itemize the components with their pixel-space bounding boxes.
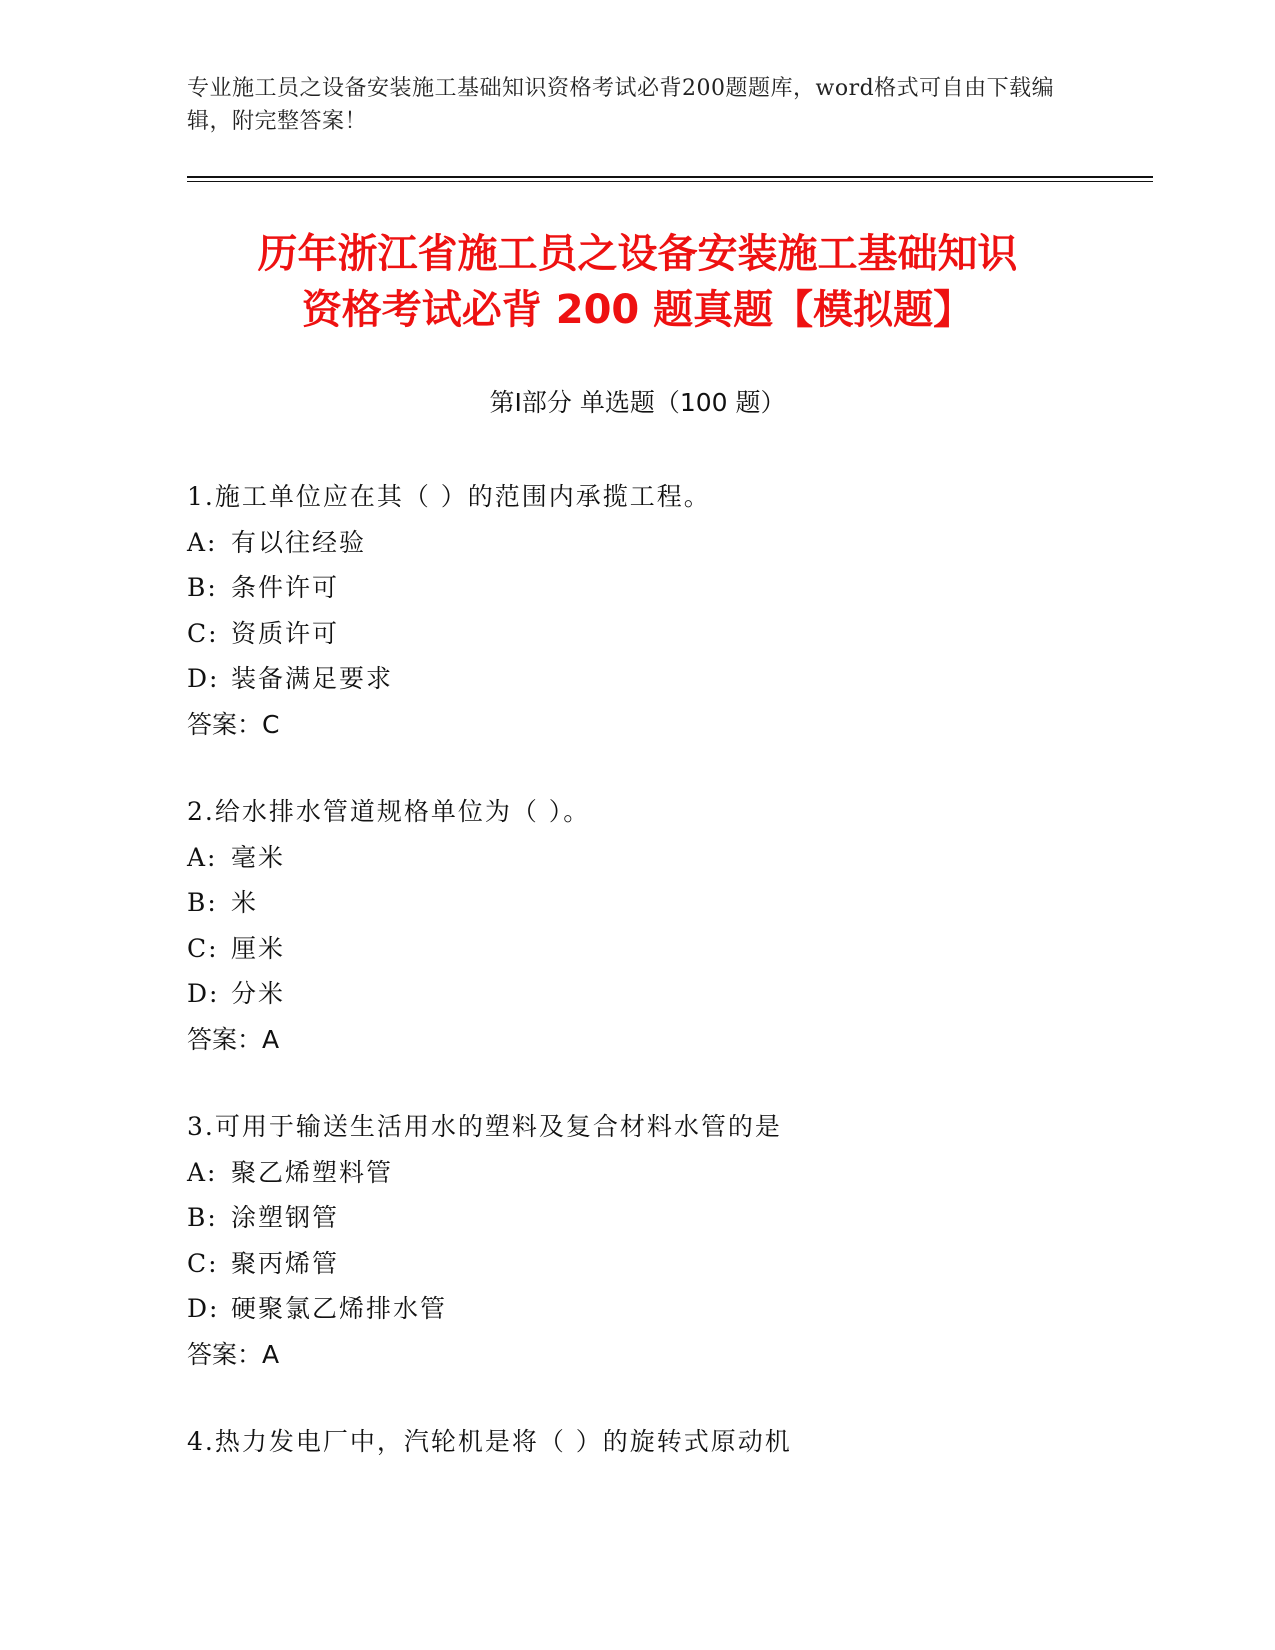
option-letter: B: xyxy=(187,888,218,917)
option-letter: B: xyxy=(187,1203,218,1232)
option-letter: C: xyxy=(187,618,219,648)
question-1 xyxy=(187,474,1147,747)
option-text: 涂塑钢管 xyxy=(231,1203,340,1232)
option-letter: A: xyxy=(187,842,218,872)
option-text: 资质许可 xyxy=(231,618,340,648)
option-d xyxy=(187,971,1147,1017)
option-text: 厘米 xyxy=(231,933,286,963)
option-text: 分米 xyxy=(231,979,286,1008)
option-text: 条件许可 xyxy=(231,573,340,602)
title-line-2: 资格考试必背 200 题真题【模拟题】 xyxy=(301,287,974,333)
option-letter: A: xyxy=(187,527,218,557)
option-a xyxy=(187,520,1147,566)
question-stem: 3.可用于输送生活用水的塑料及复合材料水管的是 xyxy=(187,1112,782,1141)
answer-value: C xyxy=(262,709,280,739)
answer-value: A xyxy=(262,1339,280,1369)
answer-line xyxy=(187,1017,1147,1063)
question-4 xyxy=(187,1419,1147,1465)
option-text: 米 xyxy=(231,888,259,917)
option-c xyxy=(187,926,1147,972)
question-list xyxy=(187,474,1147,1507)
answer-label: 答案： xyxy=(187,1024,263,1054)
option-a xyxy=(187,835,1147,881)
option-d xyxy=(187,1286,1147,1332)
option-letter: D: xyxy=(187,1294,220,1323)
question-3 xyxy=(187,1104,1147,1377)
header-divider-thick xyxy=(187,176,1153,178)
answer-value: A xyxy=(262,1024,280,1054)
option-text: 毫米 xyxy=(231,842,286,872)
option-letter: B: xyxy=(187,573,218,602)
option-b xyxy=(187,880,1147,926)
answer-line xyxy=(187,1332,1147,1378)
option-c xyxy=(187,611,1147,657)
option-text: 聚乙烯塑料管 xyxy=(231,1157,394,1187)
question-2 xyxy=(187,789,1147,1062)
title-line-1: 历年浙江省施工员之设备安装施工基础知识 xyxy=(257,231,1018,277)
option-letter: C: xyxy=(187,1248,219,1278)
option-text: 聚丙烯管 xyxy=(231,1248,340,1278)
answer-label: 答案： xyxy=(187,1339,263,1369)
option-c xyxy=(187,1241,1147,1287)
section-title: 第Ⅰ部分 单选题（100 题） xyxy=(489,388,786,417)
header-divider-thin xyxy=(187,181,1153,182)
answer-line xyxy=(187,702,1147,748)
option-text: 有以往经验 xyxy=(231,527,367,557)
option-letter: D: xyxy=(187,979,220,1008)
question-stem: 1.施工单位应在其（ ）的范围内承揽工程。 xyxy=(187,482,711,511)
option-letter: D: xyxy=(187,664,220,693)
option-a xyxy=(187,1150,1147,1196)
option-b xyxy=(187,1195,1147,1241)
option-letter: A: xyxy=(187,1157,218,1187)
option-b xyxy=(187,565,1147,611)
answer-label: 答案： xyxy=(187,709,263,739)
option-d xyxy=(187,656,1147,702)
document-title xyxy=(130,226,1145,338)
option-text: 装备满足要求 xyxy=(231,664,394,693)
header-note: 专业施工员之设备安装施工基础知识资格考试必背200题题库，word格式可自由下载编辑，附完整答案！ xyxy=(187,76,1055,134)
question-stem: 2.给水排水管道规格单位为（ ）。 xyxy=(187,797,591,826)
option-letter: C: xyxy=(187,933,219,963)
question-stem: 4.热力发电厂中，汽轮机是将（ ）的旋转式原动机 xyxy=(187,1427,792,1456)
option-text: 硬聚氯乙烯排水管 xyxy=(231,1294,448,1323)
